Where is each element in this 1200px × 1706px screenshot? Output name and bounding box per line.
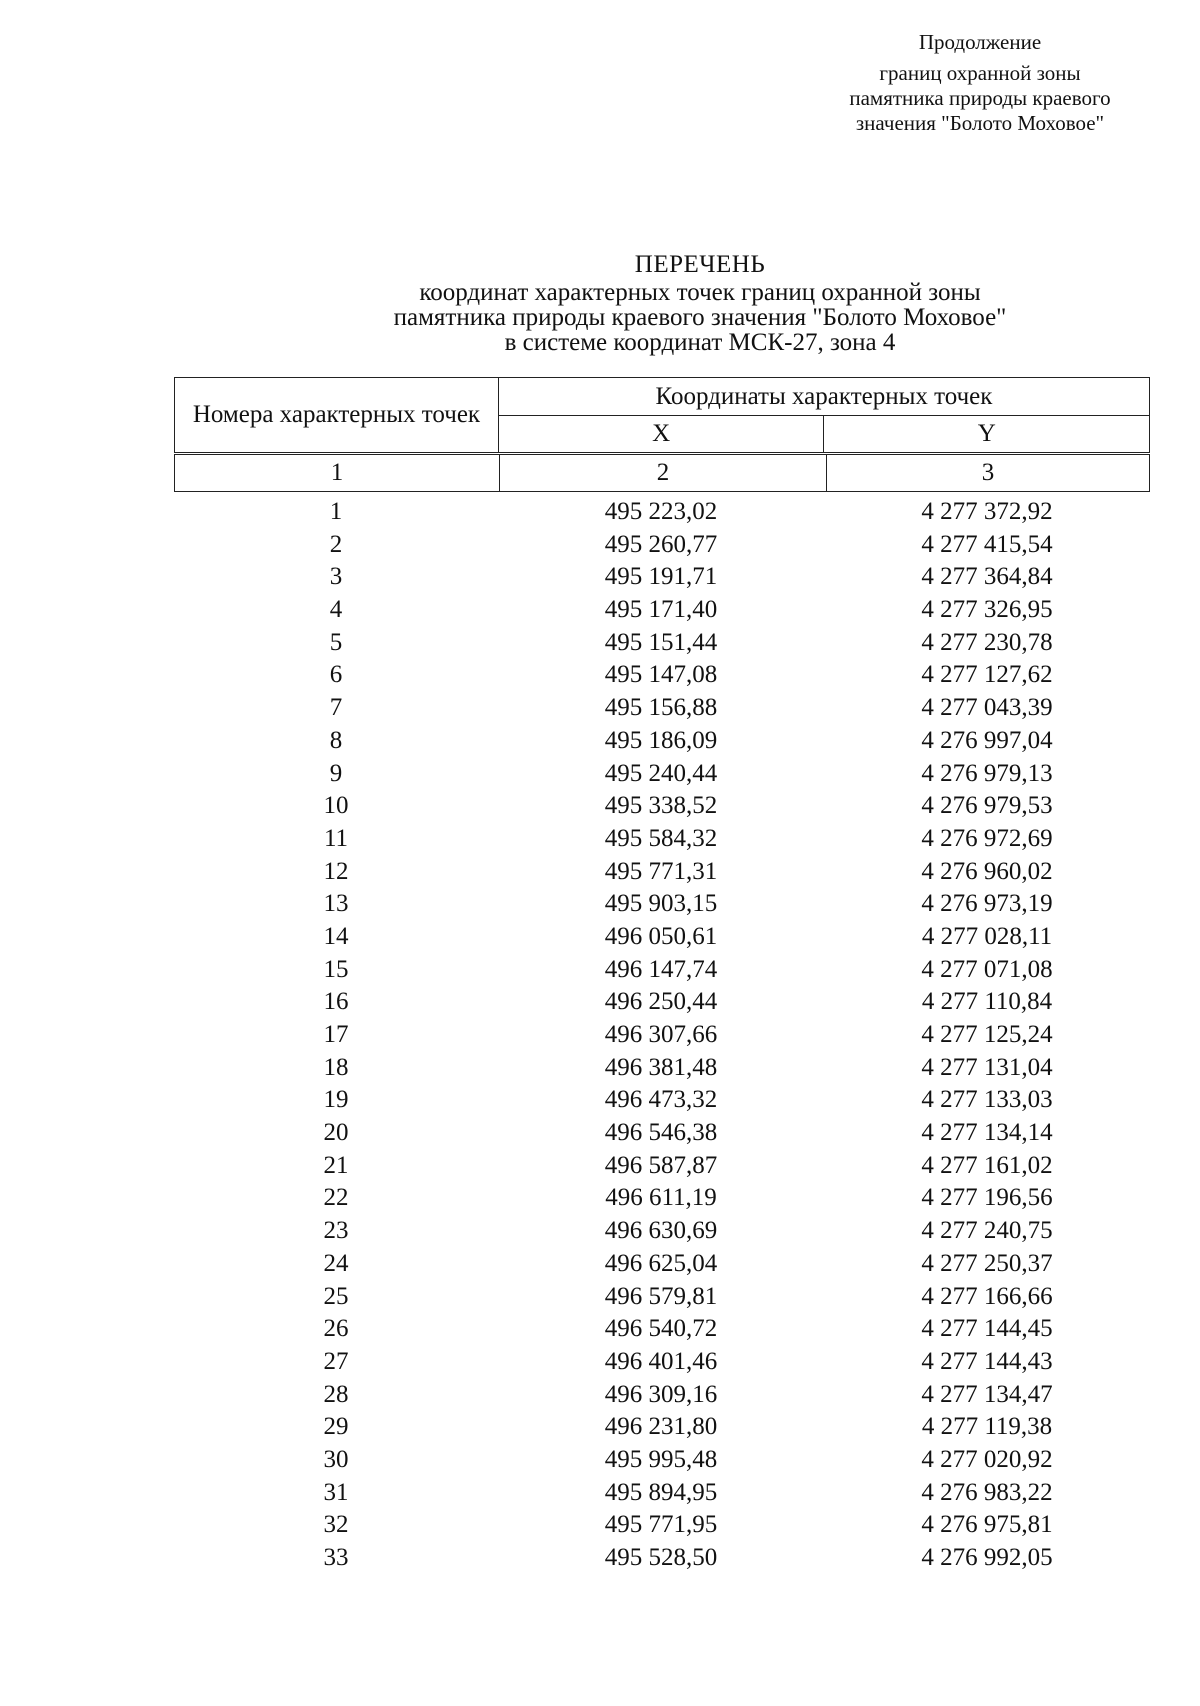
coord-y: 4 277 131,04 xyxy=(921,1053,1053,1081)
coord-y: 4 276 983,22 xyxy=(921,1478,1053,1506)
point-number: 24 xyxy=(323,1249,349,1277)
point-number: 11 xyxy=(323,824,349,852)
table-row xyxy=(174,594,1150,627)
table-row xyxy=(174,1509,1150,1542)
point-number: 29 xyxy=(323,1413,349,1441)
coord-y: 4 277 161,02 xyxy=(921,1151,1053,1179)
coord-y: 4 277 134,14 xyxy=(921,1119,1053,1147)
point-number: 14 xyxy=(323,922,349,950)
coord-y: 4 276 997,04 xyxy=(921,726,1053,754)
coord-y: 4 276 992,05 xyxy=(921,1544,1053,1571)
point-number: 17 xyxy=(323,1021,349,1048)
point-number: 5 xyxy=(329,628,343,656)
point-number: 33 xyxy=(323,1544,349,1571)
coord-x: 496 050,61 xyxy=(604,922,718,950)
header-y: Y xyxy=(824,416,1150,453)
column-index-3: 3 xyxy=(827,455,1150,492)
table-row xyxy=(174,758,1150,791)
column-index-row xyxy=(174,454,1150,492)
point-number: 15 xyxy=(323,955,349,983)
table-row xyxy=(174,1542,1150,1575)
coord-y: 4 277 127,62 xyxy=(921,661,1053,689)
point-number: 18 xyxy=(323,1053,349,1081)
point-number: 32 xyxy=(323,1511,349,1539)
coord-y: 4 277 415,54 xyxy=(921,530,1053,558)
point-number: 8 xyxy=(329,726,343,754)
continuation-note xyxy=(820,30,1140,136)
coord-x: 496 625,04 xyxy=(604,1249,718,1277)
coord-x: 495 338,52 xyxy=(604,792,718,820)
point-number: 23 xyxy=(323,1217,349,1245)
coord-y: 4 277 240,75 xyxy=(921,1217,1053,1245)
document-subtitle-line: координат характерных точек границ охранной зоны xyxy=(419,279,981,306)
point-number: 19 xyxy=(323,1086,349,1114)
point-number: 25 xyxy=(323,1282,349,1310)
point-number: 27 xyxy=(323,1347,349,1375)
coord-x: 495 186,09 xyxy=(604,726,718,754)
point-number: 12 xyxy=(323,857,349,885)
table-row xyxy=(174,529,1150,562)
coord-x: 495 147,08 xyxy=(604,661,718,689)
table-row xyxy=(174,561,1150,594)
coord-y: 4 276 979,53 xyxy=(921,792,1053,820)
coord-x: 496 401,46 xyxy=(604,1347,718,1375)
point-number: 28 xyxy=(323,1380,349,1408)
coord-x: 495 171,40 xyxy=(604,596,718,624)
table-row xyxy=(174,1281,1150,1314)
table-row xyxy=(174,1117,1150,1150)
point-number: 4 xyxy=(329,596,343,624)
table-row xyxy=(174,1052,1150,1085)
table-row xyxy=(174,496,1150,529)
coord-y: 4 277 110,84 xyxy=(921,988,1053,1016)
table-row xyxy=(174,1084,1150,1117)
point-number: 20 xyxy=(323,1119,349,1147)
table-row xyxy=(174,790,1150,823)
coord-y: 4 276 972,69 xyxy=(921,824,1053,852)
table-row xyxy=(174,986,1150,1019)
point-number: 22 xyxy=(323,1184,349,1212)
continuation-line: значения "Болото Моховое" xyxy=(855,111,1105,135)
table-row xyxy=(174,1150,1150,1183)
table-row xyxy=(174,1444,1150,1477)
header-point-numbers: Номера характерных точек xyxy=(175,378,499,453)
coord-y: 4 277 119,38 xyxy=(921,1413,1053,1441)
table-row xyxy=(174,659,1150,692)
coord-x: 495 771,95 xyxy=(604,1511,718,1539)
coord-y: 4 277 134,47 xyxy=(921,1380,1053,1408)
point-number: 21 xyxy=(323,1151,349,1179)
point-number: 1 xyxy=(329,498,343,525)
document-subtitle-line: памятника природы краевого значения "Болото Моховое" xyxy=(393,304,1007,331)
coord-x: 496 630,69 xyxy=(604,1217,718,1245)
coord-x: 496 611,19 xyxy=(605,1184,717,1212)
coord-y: 4 277 230,78 xyxy=(921,628,1053,656)
continuation-line: границ охранной зоны xyxy=(879,61,1081,85)
point-number: 16 xyxy=(323,988,349,1016)
coord-x: 496 579,81 xyxy=(604,1282,718,1310)
coord-x: 496 307,66 xyxy=(604,1021,718,1048)
coord-y: 4 277 133,03 xyxy=(921,1086,1053,1114)
coord-y: 4 277 372,92 xyxy=(921,498,1053,525)
table-row xyxy=(174,1313,1150,1346)
coord-y: 4 276 973,19 xyxy=(921,890,1053,918)
point-number: 3 xyxy=(329,563,343,591)
point-number: 13 xyxy=(323,890,349,918)
coord-x: 495 584,32 xyxy=(604,824,718,852)
coord-y: 4 277 020,92 xyxy=(921,1445,1053,1473)
point-number: 30 xyxy=(323,1445,349,1473)
table-row xyxy=(174,921,1150,954)
coord-y: 4 277 166,66 xyxy=(921,1282,1053,1310)
header-coordinates: Координаты характерных точек xyxy=(498,378,1149,416)
coord-x: 495 528,50 xyxy=(604,1544,718,1571)
coord-y: 4 277 364,84 xyxy=(921,563,1053,591)
coord-y: 4 277 326,95 xyxy=(921,596,1053,624)
coord-x: 495 151,44 xyxy=(604,628,718,656)
coord-y: 4 276 960,02 xyxy=(921,857,1053,885)
table-row xyxy=(174,1346,1150,1379)
document-subtitle-line: в системе координат МСК-27, зона 4 xyxy=(504,329,896,356)
table-row xyxy=(174,692,1150,725)
point-number: 10 xyxy=(323,792,349,820)
table-row xyxy=(174,888,1150,921)
coord-y: 4 277 071,08 xyxy=(921,955,1053,983)
table-header xyxy=(174,377,1150,453)
continuation-label: Продолжение xyxy=(918,30,1042,54)
table-row xyxy=(174,1379,1150,1412)
coord-x: 496 250,44 xyxy=(604,988,718,1016)
table-row xyxy=(174,725,1150,758)
coord-y: 4 277 125,24 xyxy=(921,1021,1053,1048)
point-number: 31 xyxy=(323,1478,349,1506)
coord-x: 496 546,38 xyxy=(604,1119,718,1147)
coord-y: 4 277 144,45 xyxy=(921,1315,1053,1343)
table-row xyxy=(174,627,1150,660)
coord-x: 496 381,48 xyxy=(604,1053,718,1081)
point-number: 7 xyxy=(329,694,343,722)
table-row xyxy=(174,1182,1150,1215)
point-number: 6 xyxy=(329,661,343,689)
coord-x: 496 540,72 xyxy=(604,1315,718,1343)
coord-x: 495 903,15 xyxy=(604,890,718,918)
coord-y: 4 277 043,39 xyxy=(921,694,1053,722)
coord-x: 495 995,48 xyxy=(604,1445,718,1473)
table-row xyxy=(174,1248,1150,1281)
document-title: ПЕРЕЧЕНЬ xyxy=(634,251,766,278)
coord-x: 495 223,02 xyxy=(604,498,718,525)
point-number: 26 xyxy=(323,1315,349,1343)
table-row xyxy=(174,954,1150,987)
table-row xyxy=(174,1477,1150,1510)
document-heading xyxy=(290,250,1110,355)
coord-x: 495 240,44 xyxy=(604,759,718,787)
coord-x: 495 191,71 xyxy=(604,563,718,591)
coord-x: 495 771,31 xyxy=(604,857,718,885)
coord-x: 496 231,80 xyxy=(604,1413,718,1441)
coord-x: 496 309,16 xyxy=(604,1380,718,1408)
column-index-2: 2 xyxy=(500,455,827,492)
coord-y: 4 276 975,81 xyxy=(921,1511,1053,1539)
table-row xyxy=(174,1215,1150,1248)
coord-y: 4 277 144,43 xyxy=(921,1347,1053,1375)
table-row xyxy=(174,1019,1150,1052)
point-number: 2 xyxy=(329,530,343,558)
coord-x: 495 156,88 xyxy=(604,694,718,722)
coord-x: 496 587,87 xyxy=(604,1151,718,1179)
coord-x: 496 473,32 xyxy=(604,1086,718,1114)
coord-y: 4 277 196,56 xyxy=(921,1184,1053,1212)
table-row xyxy=(174,823,1150,856)
column-index-1: 1 xyxy=(175,455,500,492)
header-x: X xyxy=(498,416,824,453)
coord-x: 495 894,95 xyxy=(604,1478,718,1506)
coord-y: 4 276 979,13 xyxy=(921,759,1053,787)
table-row xyxy=(174,1411,1150,1444)
coord-x: 495 260,77 xyxy=(604,530,718,558)
coordinate-rows xyxy=(174,496,1150,1575)
continuation-line: памятника природы краевого xyxy=(849,86,1111,110)
table-row xyxy=(174,856,1150,889)
coord-x: 496 147,74 xyxy=(604,955,718,983)
coord-y: 4 277 028,11 xyxy=(921,922,1053,950)
point-number: 9 xyxy=(329,759,343,787)
coord-y: 4 277 250,37 xyxy=(921,1249,1053,1277)
